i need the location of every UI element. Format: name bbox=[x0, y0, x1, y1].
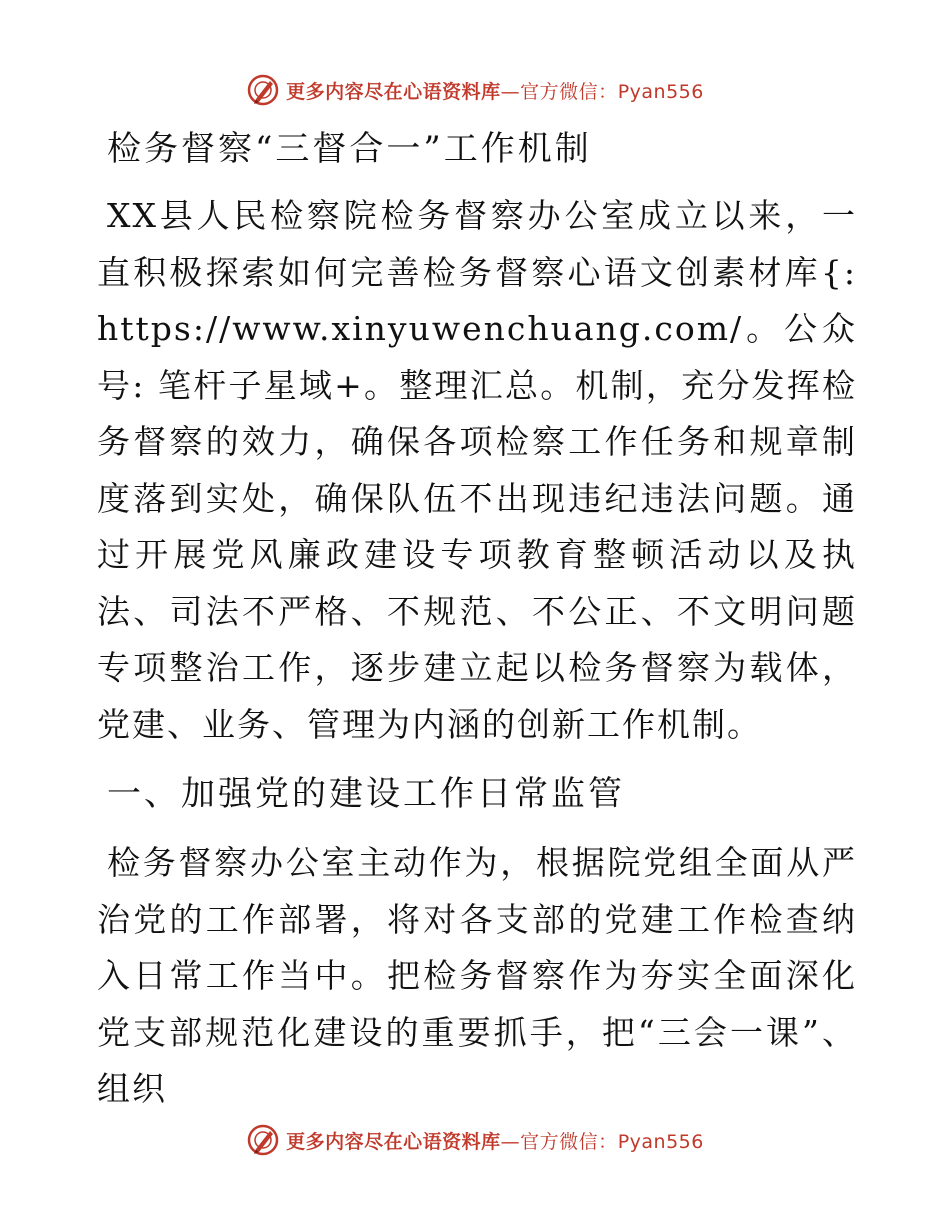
document-body bbox=[97, 120, 857, 1118]
watermark-main-text: 更多内容尽在心语资料库 bbox=[286, 80, 501, 103]
watermark-id: Pyan556 bbox=[617, 80, 704, 103]
paragraph-intro: XX县人民检察院检务督察办公室成立以来，一直积极探索如何完善检务督察心语文创素材库{: https://www.xinyuwenchuang.com/。公众号: 笔杆子星域+。整理汇总。机制，充分发挥检务督察的效力，确保各项检察工作任务和规章制度落到实处，确保队伍不出现违纪违法问题。通过开展党风廉政建设专项教育整顿活动以及执法、司法不严格、不规范、不公正、不文明问题专项整治工作，逐步建立起以检务督察为载体，党建、业务、管理为内涵的创新工作机制。 bbox=[97, 196, 857, 744]
document-title: 检务督察“三督合一”工作机制 bbox=[107, 129, 592, 169]
pen-circle-logo-icon bbox=[246, 73, 280, 107]
watermark-dash: — bbox=[500, 80, 521, 103]
watermark-group bbox=[246, 73, 704, 107]
watermark-label: 官方微信： bbox=[520, 80, 618, 103]
watermark-id: Pyan556 bbox=[617, 1130, 704, 1153]
header-watermark bbox=[0, 70, 950, 110]
section-heading-1: 一、加强党的建设工作日常监管 bbox=[107, 774, 625, 814]
watermark-main-text: 更多内容尽在心语资料库 bbox=[286, 1130, 501, 1153]
watermark-group bbox=[246, 1123, 704, 1157]
paragraph-section-1: 检务督察办公室主动作为，根据院党组全面从严治党的工作部署，将对各支部的党建工作检查纳入日常工作当中。把检务督察作为夯实全面深化党支部规范化建设的重要抓手，把“三会一课”、组织 bbox=[97, 843, 857, 1108]
pen-circle-logo-icon bbox=[246, 1123, 280, 1157]
watermark-label: 官方微信： bbox=[520, 1130, 618, 1153]
watermark-dash: — bbox=[500, 1130, 521, 1153]
footer-watermark bbox=[0, 1120, 950, 1160]
